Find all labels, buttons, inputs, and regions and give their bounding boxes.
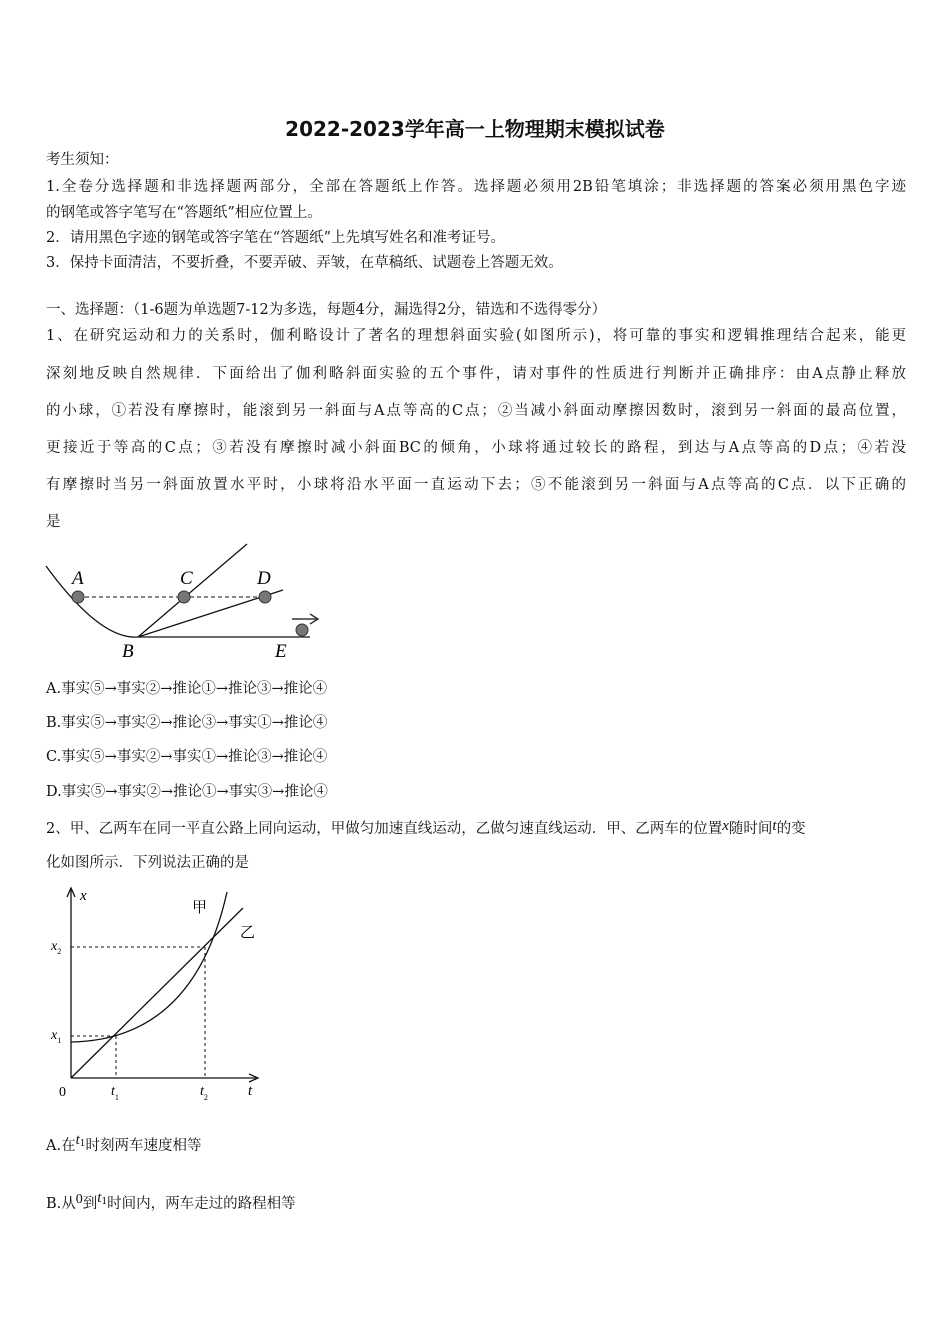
q2-text-b: 随时间	[728, 821, 773, 837]
origin-label: 0	[59, 1085, 66, 1100]
label-c: C	[180, 568, 193, 589]
notice-item-1-cont: 的钢笔或答字笔写在“答题纸”相应位置上。	[46, 205, 322, 221]
q2-line-2: 化如图所示．下列说法正确的是	[46, 855, 249, 871]
t2-label: $t_2$	[200, 1084, 208, 1102]
q2-text-c: 的变	[776, 821, 806, 837]
q2-var-x: x	[722, 818, 729, 834]
q2-option-a-text: A.在	[46, 1138, 76, 1154]
q1-option-d[interactable]: D.事实⑤→事实②→推论①→事实③→推论④	[46, 784, 328, 800]
q2-option-b-zero: 0	[75, 1192, 83, 1207]
q2-option-b[interactable]	[46, 1188, 296, 1214]
section-heading: 一、选择题：（1-6题为单选题7-12为多选，每题4分，漏选得2分，错选和不选得零分）	[46, 302, 607, 318]
q2-option-b-var: t	[97, 1190, 102, 1206]
q2-option-b-mid: 到	[82, 1196, 98, 1212]
y-axis-label: x	[80, 888, 87, 904]
q2-option-b-text: B.从	[46, 1196, 76, 1212]
q2-line-1	[46, 816, 806, 839]
q2-position-time-graph	[44, 882, 269, 1112]
label-a: A	[72, 568, 84, 589]
q1-line-5: 有摩擦时当另一斜面放置水平时，小球将沿水平面一直运动下去；⑤不能滚到另一斜面与A点等高的C点．以下正确的	[46, 477, 906, 493]
q1-option-c[interactable]: C.事实⑤→事实②→事实①→推论③→推论④	[46, 749, 328, 765]
q2-option-a-rest: 时刻两车速度相等	[85, 1138, 202, 1154]
jia-label: 甲	[192, 900, 208, 916]
q1-option-b[interactable]: B.事实⑤→事实②→推论③→事实①→推论④	[46, 715, 328, 731]
x2-label: $x_2$	[51, 939, 62, 956]
q2-option-b-sub: 1	[101, 1197, 108, 1207]
label-d: D	[257, 568, 271, 589]
x-axis-label: t	[248, 1083, 253, 1099]
notice-item-3: 3．保持卡面清洁，不要折叠，不要弄破、弄皱，在草稿纸、试题卷上答题无效。	[46, 255, 563, 271]
q2-option-a-var: t	[75, 1132, 80, 1148]
q1-line-3: 的小球，①若没有摩擦时，能滚到另一斜面与A点等高的C点；②当减小斜面动摩擦因数时，滚到另一斜面的最高位置，	[46, 403, 906, 419]
label-b: B	[122, 641, 134, 662]
q1-line-1: 1、在研究运动和力的关系时，伽利略设计了著名的理想斜面实验(如图所示)，将可靠的事实和逻辑推理结合起来，能更	[46, 328, 906, 344]
q2-text-a: 2、甲、乙两车在同一平直公路上同向运动，甲做匀加速直线运动，乙做匀速直线运动．甲、乙两车的位置	[46, 821, 723, 837]
q2-var-t: t	[772, 818, 777, 834]
page-title: 2022-2023学年高一上物理期末模拟试卷	[285, 117, 665, 141]
q2-option-a-sub: 1	[79, 1139, 86, 1149]
q2-option-b-rest: 时间内，两车走过的路程相等	[107, 1196, 296, 1212]
q1-line-4: 更接近于等高的C点；③若没有摩擦时减小斜面BC的倾角，小球将通过较长的路程，到达与A点等高的D点；④若没	[46, 440, 906, 456]
notice-item-1: 1.全卷分选择题和非选择题两部分，全部在答题纸上作答。选择题必须用2B铅笔填涂；非选择题的答案必须用黑色字迹	[46, 179, 906, 195]
notice-heading: 考生须知：	[46, 152, 119, 168]
yi-label: 乙	[240, 925, 256, 941]
notice-item-2: 2．请用黑色字迹的钢笔或答字笔在“答题纸”上先填写姓名和准考证号。	[46, 230, 506, 246]
q2-option-a[interactable]	[46, 1130, 202, 1156]
q1-option-a[interactable]: A.事实⑤→事实②→推论①→推论③→推论④	[46, 681, 328, 697]
x1-label: $x_1$	[51, 1028, 62, 1045]
label-e: E	[275, 641, 287, 662]
q1-incline-figure	[40, 540, 330, 665]
q1-line-6: 是	[46, 514, 61, 530]
q1-line-2: 深刻地反映自然规律．下面给出了伽利略斜面实验的五个事件，请对事件的性质进行判断并正确排序：由A点静止释放	[46, 366, 906, 382]
t1-label: $t_1$	[111, 1084, 119, 1102]
